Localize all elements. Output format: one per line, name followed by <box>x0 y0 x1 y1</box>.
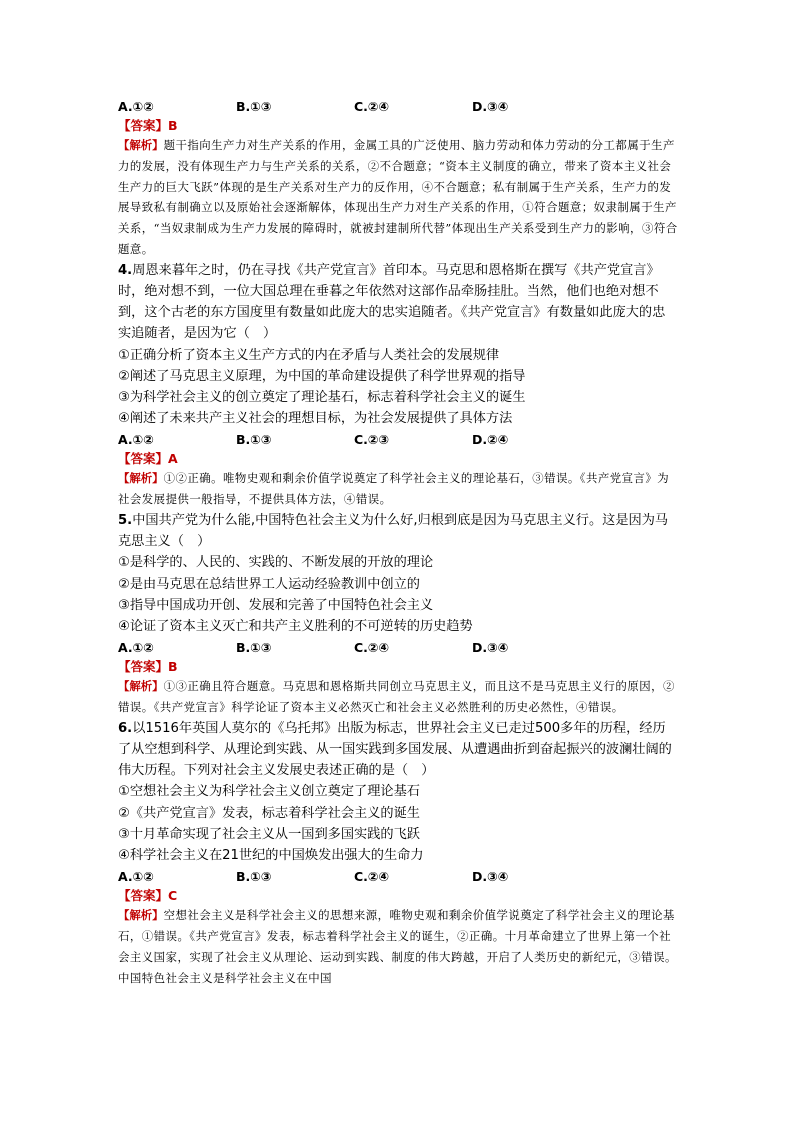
choice-a: A.①② <box>118 98 154 114</box>
choice-c: C.②④ <box>354 639 390 655</box>
answer-label: 【答案】 <box>118 888 169 904</box>
choice-b: B.①③ <box>236 868 272 884</box>
statement-option-2: ②阐述了马克思主义原理，为中国的革命建设提供了科学世界观的指导 <box>118 368 526 384</box>
analysis-label: 【解析】 <box>118 471 164 486</box>
analysis-label: 【解析】 <box>118 679 164 694</box>
analysis-text: 空想社会主义是科学社会主义的思想来源，唯物史观和剩余价值学说奠定了科学社会主义的理论基石，①错误。《共产党宣言》发表，标志着科学社会主义的诞生，②正确。十月革命建立了世界上第一个社会主义国家，实现了社会主义从理论、运动到实践、制度的伟大跨越，开启了人类历史的新纪元，③错误。中国特色社会主义是科学社会主义在中国 <box>118 908 677 985</box>
analysis-text: ①②正确。唯物史观和剩余价值学说奠定了科学社会主义的理论基石，③错误。《共产党宣言》为社会发展提供一般指导，不提供具体方法，④错误。 <box>118 471 670 507</box>
statement-option-4: ④科学社会主义在21世纪的中国焕发出强大的生命力 <box>118 848 424 864</box>
answer-label: 【答案】 <box>118 118 169 133</box>
analysis-paragraph <box>118 135 678 260</box>
choice-a: A.①② <box>118 639 154 655</box>
choice-row <box>118 866 678 886</box>
answer-line <box>118 116 678 135</box>
question-stem <box>118 260 678 345</box>
choice-b: B.①③ <box>236 98 272 114</box>
choice-d: D.③④ <box>472 868 509 884</box>
analysis-text: 题干指向生产力对生产关系的作用，金属工具的广泛使用、脑力劳动和体力劳动的分工都属于生产力的发展，没有体现生产力与生产关系的关系，②不合题意；“资本主义制度的确立，带来了资本主义社会生产力的巨大飞跃”体现的是生产关系对生产力的反作用，④不合题意；私有制属于生产关系，生产力的发展导致私有制确立以及原始社会逐渐解体，体现出生产力对生产关系的作用，①符合题意；奴隶制属于生产关系，“当奴隶制成为生产力发展的障碍时，就被封建制所代替”体现出生产关系受到生产力的影响，③符合题意。 <box>118 138 678 256</box>
answer-label: 【答案】 <box>118 451 169 467</box>
statement-option-3: ③十月革命实现了社会主义从一国到多国实践的飞跃 <box>118 826 420 842</box>
question-text: 以1516年英国人莫尔的《乌托邦》出版为标志，世界社会主义已走过500多年的历程，经历了从空想到科学、从理论到实践、从一国实践到多国发展、从遭遇曲折到奋起振兴的波澜壮阔的伟大历程。下列对社会主义发展史表述正确的是（ ） <box>118 720 672 779</box>
statement-option-1: ①空想社会主义为科学社会主义创立奠定了理论基石 <box>118 784 420 800</box>
analysis-paragraph <box>118 676 678 718</box>
answer-value: A <box>168 451 178 467</box>
choice-row <box>118 96 678 116</box>
question-stem <box>118 510 678 552</box>
question-stem <box>118 718 678 782</box>
choice-d: D.③④ <box>472 98 509 114</box>
question-number: 5. <box>118 513 133 528</box>
choice-a: A.①② <box>118 431 154 447</box>
answer-line <box>118 449 678 468</box>
choice-d: D.③④ <box>472 639 509 655</box>
answer-line <box>118 886 678 905</box>
choice-d: D.②④ <box>472 431 509 447</box>
question-number: 6. <box>118 720 133 736</box>
statement-option-4: ④论证了资本主义灭亡和共产主义胜利的不可逆转的历史趋势 <box>118 619 473 635</box>
analysis-text: ①③正确且符合题意。马克思和恩格斯共同创立马克思主义，而且这不是马克思主义行的原因，②错误。《共产党宣言》科学论证了资本主义必然灭亡和社会主义必然胜利的历史必然性，④错误。 <box>118 679 675 715</box>
analysis-paragraph <box>118 905 678 988</box>
answer-line <box>118 657 678 676</box>
statement-option-4: ④阐述了未来共产主义社会的理想目标，为社会发展提供了具体方法 <box>118 411 513 427</box>
answer-value: C <box>168 888 178 904</box>
choice-c: C.②④ <box>354 868 390 884</box>
statement-option-3: ③指导中国成功开创、发展和完善了中国特色社会主义 <box>118 597 434 613</box>
analysis-label: 【解析】 <box>118 908 164 923</box>
choice-b: B.①③ <box>236 639 272 655</box>
page-content <box>118 96 678 988</box>
question-block-4 <box>118 260 678 510</box>
choice-c: C.②④ <box>354 98 390 114</box>
answer-value: B <box>168 659 178 675</box>
choice-c: C.②③ <box>354 431 390 447</box>
question-number: 4. <box>118 262 133 278</box>
statement-option-1: ①是科学的、人民的、实践的、不断发展的开放的理论 <box>118 555 434 571</box>
question-block-6 <box>118 718 678 989</box>
choice-row <box>118 429 678 449</box>
answer-value: B <box>168 118 178 133</box>
statement-option-2: ②《共产党宣言》发表，标志着科学社会主义的诞生 <box>118 805 420 821</box>
analysis-label: 【解析】 <box>118 138 164 152</box>
question-block-3-tail <box>118 96 678 260</box>
choice-a: A.①② <box>118 868 154 884</box>
statement-option-3: ③为科学社会主义的创立奠定了理论基石，标志着科学社会主义的诞生 <box>118 390 526 405</box>
question-block-5 <box>118 510 678 718</box>
answer-label: 【答案】 <box>118 659 169 675</box>
choice-b: B.①③ <box>236 431 272 447</box>
question-text: 中国共产党为什么能,中国特色社会主义为什么好,归根到底是因为马克思主义行。这是因为马克思主义（ ） <box>118 513 669 550</box>
statement-option-1: ①正确分析了资本主义生产方式的内在矛盾与人类社会的发展规律 <box>118 347 500 363</box>
statement-option-2: ②是由马克思在总结世界工人运动经验教训中创立的 <box>118 576 420 592</box>
question-text: 周恩来暮年之时，仍在寻找《共产党宣言》首印本。马克思和恩格斯在撰写《共产党宣言》时，绝对想不到，一位大国总理在垂暮之年依然对这部作品牵肠挂肚。当然，他们也绝对想不到，这个古老的东方国度里有数量如此庞大的忠实追随者。《共产党宣言》有数量如此庞大的忠实追随者，是因为它（ ） <box>118 262 666 342</box>
choice-row <box>118 637 678 657</box>
analysis-paragraph <box>118 468 678 510</box>
